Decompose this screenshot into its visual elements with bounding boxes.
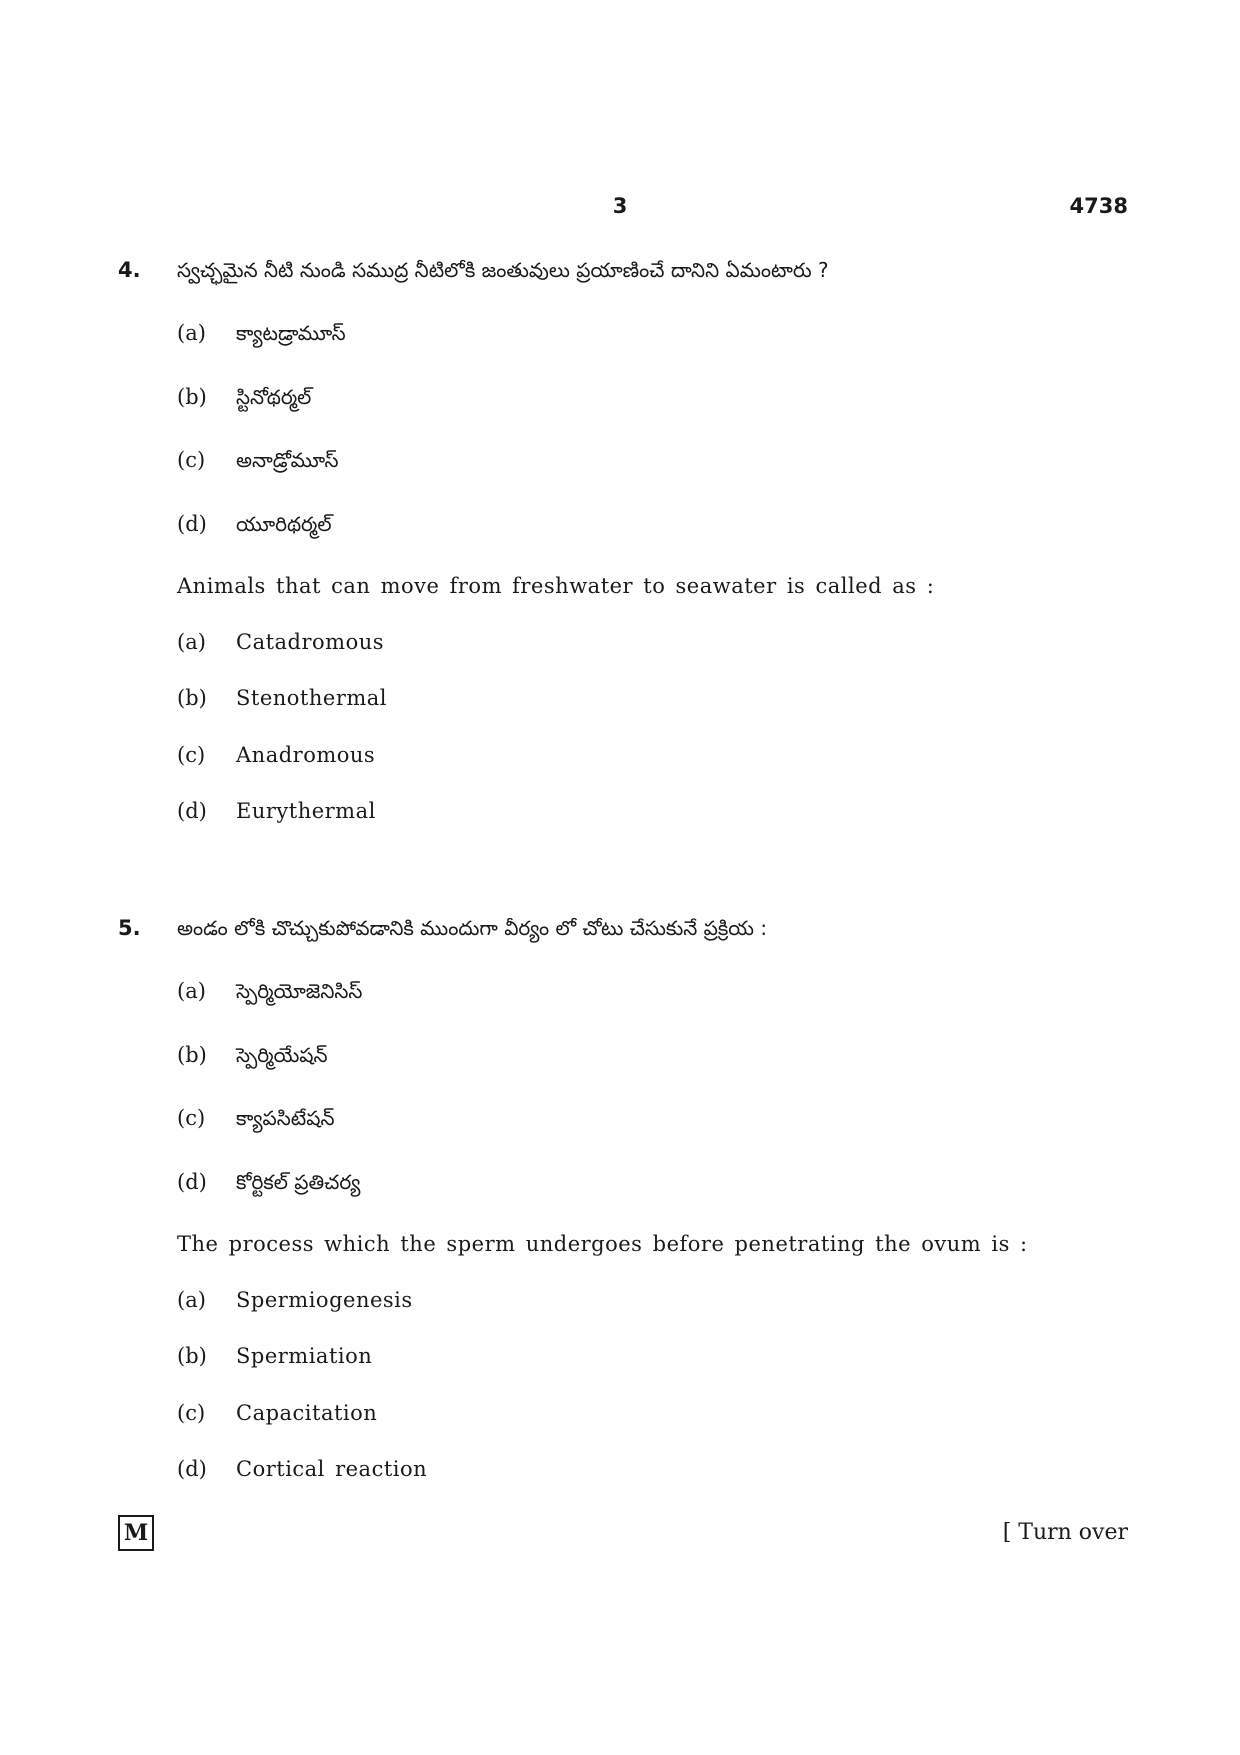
option-text-telugu: క్యాటడ్రామూస్: [236, 321, 346, 345]
option-text-english: Spermiogenesis: [236, 1288, 413, 1312]
option-label: (a): [177, 979, 206, 1003]
option-label: (c): [177, 1401, 206, 1425]
paper-code: 4738: [1069, 194, 1128, 218]
option-label: (d): [177, 799, 207, 823]
option-text-english: Catadromous: [236, 630, 385, 654]
option-label: (a): [177, 630, 206, 654]
option-text-telugu: యూరిథర్మల్: [236, 512, 332, 536]
option-text-telugu: క్యాపసిటేషన్: [236, 1106, 335, 1130]
turn-over-note: [ Turn over: [1002, 1520, 1128, 1545]
option-text-telugu: స్పెర్మియోజెనిసిస్: [236, 979, 363, 1003]
option-label: (b): [177, 686, 207, 710]
option-label: (b): [177, 385, 207, 409]
option-label: (d): [177, 512, 207, 536]
option-label: (d): [177, 1457, 207, 1481]
option-text-telugu: కోర్టికల్ ప్రతిచర్య: [236, 1170, 361, 1194]
question-text-english: The process which the sperm undergoes before penetrating the ovum is :: [177, 1232, 1028, 1256]
option-label: (b): [177, 1043, 207, 1067]
option-text-telugu: అనాడ్రోమూస్: [236, 448, 339, 472]
option-text-english: Eurythermal: [236, 799, 376, 823]
question-text-telugu: స్వచ్ఛమైన నీటి నుండి సముద్ర నీటిలోకి జంతువులు ప్రయాణించే దానిని ఏమంటారు ?: [177, 258, 829, 282]
option-label: (a): [177, 1288, 206, 1312]
question-number: 4.: [118, 258, 141, 282]
option-text-telugu: స్టినోథర్మల్: [236, 385, 312, 409]
page-number: 3: [612, 194, 628, 218]
option-label: (c): [177, 448, 206, 472]
question-text-english: Animals that can move from freshwater to seawater is called as :: [177, 574, 935, 598]
option-text-english: Spermiation: [236, 1344, 373, 1368]
option-label: (c): [177, 1106, 206, 1130]
option-text-english: Anadromous: [236, 743, 376, 767]
option-text-english: Stenothermal: [236, 686, 388, 710]
option-text-telugu: స్పెర్మియేషన్: [236, 1043, 328, 1067]
option-label: (d): [177, 1170, 207, 1194]
question-number: 5.: [118, 916, 141, 940]
medium-mark-box: M: [118, 1515, 154, 1551]
option-label: (a): [177, 321, 206, 345]
option-text-english: Cortical reaction: [236, 1457, 428, 1481]
option-label: (b): [177, 1344, 207, 1368]
option-label: (c): [177, 743, 206, 767]
question-text-telugu: అండం లోకి చొచ్చుకుపోవడానికి ముందుగా వీర్యం లో చోటు చేసుకునే ప్రక్రియ :: [177, 916, 768, 940]
option-text-english: Capacitation: [236, 1401, 378, 1425]
